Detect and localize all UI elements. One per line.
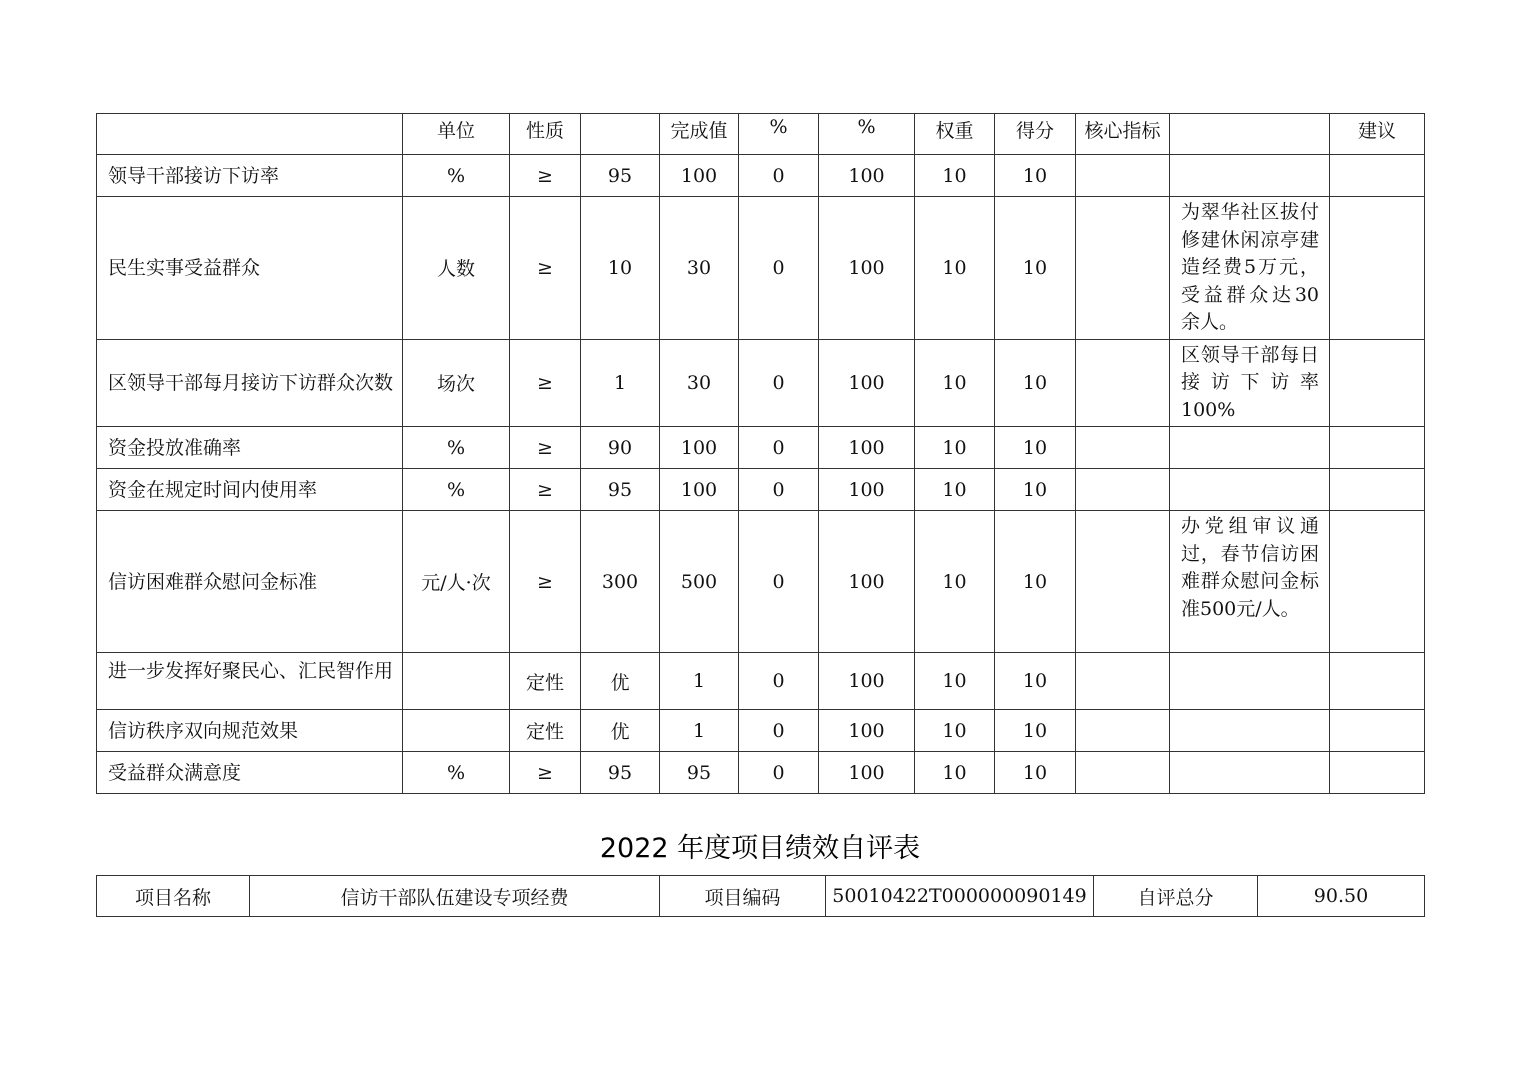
nature-cell: ≥ [510,511,581,653]
table-row [97,653,1425,710]
self-score-label: 自评总分 [1094,876,1258,917]
note-cell [1170,653,1330,710]
indicator-name-cell: 领导干部接访下访率 [97,155,403,197]
table-row [97,469,1425,511]
table-row [97,710,1425,752]
percent-cell: 0 [739,710,819,752]
indicator-name-cell: 民生实事受益群众 [97,197,403,340]
header-cell: 单位 [403,114,510,155]
percent-cell: 100 [819,339,915,427]
suggestion-cell [1330,427,1425,469]
note-cell [1170,469,1330,511]
percent-cell: 0 [739,752,819,794]
core-indicator-cell [1076,653,1170,710]
note-cell: 办党组审议通过，春节信访困难群众慰问金标准500元/人。 [1170,511,1330,653]
target-cell: 95 [581,155,660,197]
indicator-table [96,113,1425,794]
note-cell [1170,752,1330,794]
header-cell: 性质 [510,114,581,155]
project-info-table [96,875,1425,917]
core-indicator-cell [1076,469,1170,511]
indicator-name-cell: 区领导干部每月接访下访群众次数 [97,339,403,427]
core-indicator-cell [1076,155,1170,197]
percent-cell: 100 [819,469,915,511]
unit-cell: % [403,469,510,511]
actual-cell: 30 [660,339,739,427]
note-cell [1170,155,1330,197]
project-code-label: 项目编码 [660,876,826,917]
indicator-name-cell: 资金投放准确率 [97,427,403,469]
target-cell: 95 [581,752,660,794]
header-cell: 权重 [915,114,995,155]
table-header-row [97,114,1425,155]
score-cell: 10 [995,710,1076,752]
weight-cell: 10 [915,427,995,469]
percent-cell: 0 [739,427,819,469]
percent-cell: 100 [819,427,915,469]
unit-cell: % [403,427,510,469]
score-cell: 10 [995,653,1076,710]
suggestion-cell [1330,339,1425,427]
actual-cell: 100 [660,155,739,197]
actual-cell: 1 [660,710,739,752]
nature-cell: 定性 [510,653,581,710]
indicator-name-cell: 资金在规定时间内使用率 [97,469,403,511]
percent-cell: 0 [739,511,819,653]
core-indicator-cell [1076,710,1170,752]
note-cell [1170,710,1330,752]
indicator-name-cell: 进一步发挥好聚民心、汇民智作用 [97,653,403,710]
suggestion-cell [1330,469,1425,511]
percent-cell: 100 [819,155,915,197]
nature-cell: 定性 [510,710,581,752]
target-cell: 优 [581,710,660,752]
header-cell: % [739,114,819,155]
weight-cell: 10 [915,752,995,794]
percent-cell: 100 [819,653,915,710]
unit-cell: % [403,752,510,794]
actual-cell: 1 [660,653,739,710]
score-cell: 10 [995,339,1076,427]
core-indicator-cell [1076,339,1170,427]
percent-cell: 0 [739,653,819,710]
target-cell: 10 [581,197,660,340]
nature-cell: ≥ [510,197,581,340]
percent-cell: 100 [819,752,915,794]
score-cell: 10 [995,511,1076,653]
unit-cell: 元/人·次 [403,511,510,653]
header-cell: 得分 [995,114,1076,155]
note-cell [1170,427,1330,469]
percent-cell: 100 [819,511,915,653]
target-cell: 300 [581,511,660,653]
percent-cell: 0 [739,469,819,511]
note-cell: 区领导干部每日接访下访率100% [1170,339,1330,427]
header-cell [581,114,660,155]
page-title: 2022 年度项目绩效自评表 [599,833,921,864]
percent-cell: 100 [819,710,915,752]
table-row [97,427,1425,469]
header-cell: 建议 [1330,114,1425,155]
score-cell: 10 [995,197,1076,340]
table-row [97,752,1425,794]
weight-cell: 10 [915,197,995,340]
percent-cell: 0 [739,155,819,197]
actual-cell: 500 [660,511,739,653]
actual-cell: 100 [660,469,739,511]
self-score-value: 90.50 [1258,876,1425,917]
suggestion-cell [1330,653,1425,710]
suggestion-cell [1330,710,1425,752]
weight-cell: 10 [915,653,995,710]
score-cell: 10 [995,469,1076,511]
core-indicator-cell [1076,427,1170,469]
unit-cell: 场次 [403,339,510,427]
target-cell: 1 [581,339,660,427]
weight-cell: 10 [915,511,995,653]
table-row [97,197,1425,340]
suggestion-cell [1330,511,1425,653]
project-name-label: 项目名称 [97,876,250,917]
percent-cell: 0 [739,197,819,340]
suggestion-cell [1330,155,1425,197]
project-info-row [97,876,1425,917]
header-cell: 完成值 [660,114,739,155]
weight-cell: 10 [915,339,995,427]
header-cell: % [819,114,915,155]
project-code-value: 50010422T000000090149 [826,876,1094,917]
table-row [97,339,1425,427]
nature-cell: ≥ [510,155,581,197]
core-indicator-cell [1076,197,1170,340]
weight-cell: 10 [915,710,995,752]
target-cell: 优 [581,653,660,710]
unit-cell [403,710,510,752]
actual-cell: 95 [660,752,739,794]
actual-cell: 100 [660,427,739,469]
note-cell: 为翠华社区拔付修建休闲凉亭建造经费5万元，受益群众达30余人。 [1170,197,1330,340]
unit-cell: 人数 [403,197,510,340]
percent-cell: 100 [819,197,915,340]
unit-cell: % [403,155,510,197]
unit-cell [403,653,510,710]
indicator-name-cell: 信访秩序双向规范效果 [97,710,403,752]
nature-cell: ≥ [510,469,581,511]
target-cell: 95 [581,469,660,511]
nature-cell: ≥ [510,427,581,469]
header-cell: 核心指标 [1076,114,1170,155]
actual-cell: 30 [660,197,739,340]
suggestion-cell [1330,197,1425,340]
nature-cell: ≥ [510,752,581,794]
project-name-value: 信访干部队伍建设专项经费 [250,876,660,917]
table-row [97,511,1425,653]
header-cell [1170,114,1330,155]
core-indicator-cell [1076,752,1170,794]
score-cell: 10 [995,427,1076,469]
core-indicator-cell [1076,511,1170,653]
weight-cell: 10 [915,155,995,197]
indicator-name-cell: 信访困难群众慰问金标准 [97,511,403,653]
percent-cell: 0 [739,339,819,427]
score-cell: 10 [995,155,1076,197]
table-row [97,155,1425,197]
score-cell: 10 [995,752,1076,794]
weight-cell: 10 [915,469,995,511]
target-cell: 90 [581,427,660,469]
nature-cell: ≥ [510,339,581,427]
suggestion-cell [1330,752,1425,794]
header-cell [97,114,403,155]
indicator-name-cell: 受益群众满意度 [97,752,403,794]
